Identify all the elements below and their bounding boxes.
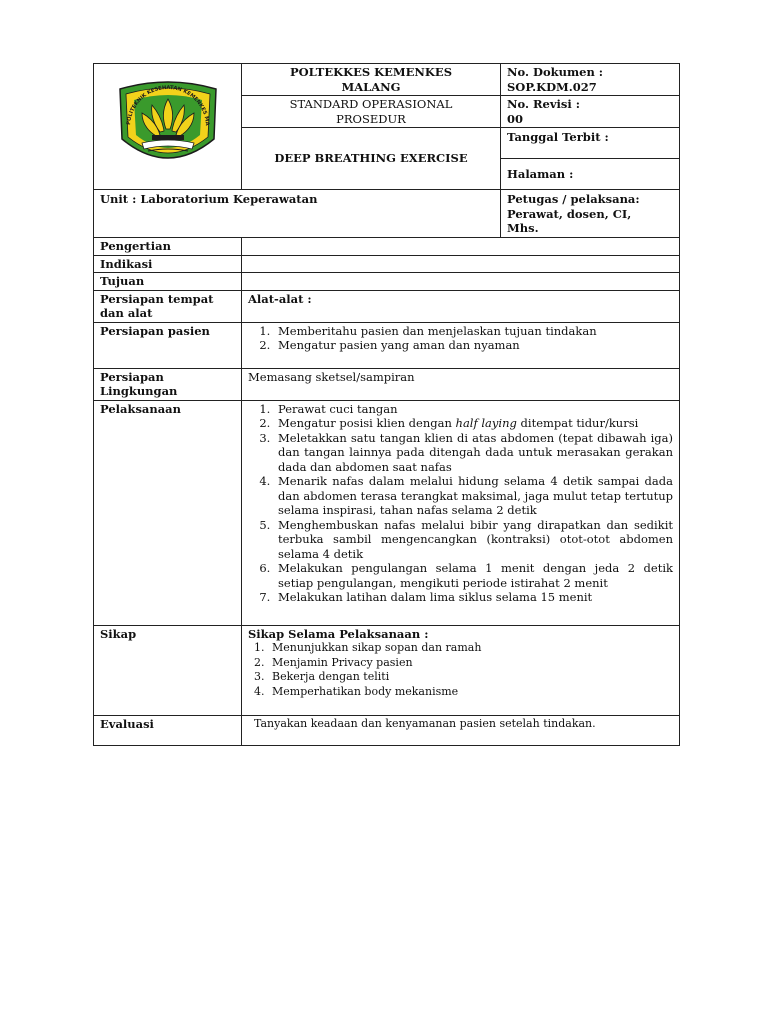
row-label-persiapan-lingkungan: Persiapan Lingkungan (94, 368, 242, 400)
staff-info: Petugas / pelaksana: Perawat, dosen, CI, Mhs. (501, 190, 680, 238)
procedure-title: DEEP BREATHING EXERCISE (242, 128, 501, 190)
row-value-indikasi (242, 255, 680, 273)
row-label-pengertian: Pengertian (94, 238, 242, 256)
row-value-evaluasi: Tanyakan keadaan dan kenyamanan pasien setelah tindakan. (242, 715, 680, 745)
row-value-alat: Alat-alat : (242, 290, 680, 322)
list-item: 5. Menghembuskan nafas melalui bibir yang dirapatkan dan sedikit terbuka sambil mengencangkan (kontraksi) otot-otot abdomen selama 4 detik (274, 518, 673, 562)
sop-table (93, 63, 680, 746)
row-label-tujuan: Tujuan (94, 273, 242, 291)
list-item: 4. Memperhatikan body mekanisme (268, 685, 673, 700)
row-value-pengertian (242, 238, 680, 256)
row-label-persiapan-pasien: Persiapan pasien (94, 322, 242, 368)
row-label-indikasi: Indikasi (94, 255, 242, 273)
row-label-persiapan-tempat: Persiapan tempat dan alat (94, 290, 242, 322)
list-item: 6. Melakukan pengulangan selama 1 menit dengan jeda 2 detik setiap pengulangan, mengikuti periode istirahat 2 menit (274, 561, 673, 590)
unit-label: Unit : Laboratorium Keperawatan (94, 190, 501, 238)
list-item: 3. Bekerja dengan teliti (268, 670, 673, 685)
row-value-tujuan (242, 273, 680, 291)
issue-date: Tanggal Terbit : (501, 128, 680, 159)
institution-logo-icon (112, 77, 224, 173)
list-item: 2. Menjamin Privacy pasien (268, 656, 673, 671)
row-value-sikap: Sikap Selama Pelaksanaan : 1. Menunjukkan sikap sopan dan ramah 2. Menjamin Privacy pasien 3. Bekerja dengan teliti 4. Memperhatikan body mekanisme (242, 625, 680, 715)
row-label-evaluasi: Evaluasi (94, 715, 242, 745)
list-item: 1. Perawat cuci tangan (274, 402, 673, 417)
row-value-pelaksanaan (242, 400, 680, 625)
page-count: Halaman : (501, 159, 680, 190)
logo-ring-text: POLITEKNIK KESEHATAN KEMENKES MA (125, 84, 210, 126)
row-value-persiapan-lingkungan: Memasang sketsel/sampiran (242, 368, 680, 400)
row-label-sikap: Sikap (94, 625, 242, 715)
institution-name: POLTEKKES KEMENKES MALANG (242, 64, 501, 96)
sop-label: STANDARD OPERASIONAL PROSEDUR (242, 96, 501, 128)
row-value-persiapan-pasien (242, 322, 680, 368)
list-item: 2. Mengatur pasien yang aman dan nyaman (274, 338, 673, 353)
doc-number: No. Dokumen : SOP.KDM.027 (501, 64, 680, 96)
list-item: 4. Menarik nafas dalam melalui hidung selama 4 detik sampai dada dan abdomen terasa terangkat maksimal, jaga mulut tetap tertutup selama inspirasi, tahan nafas selama 2 detik (274, 474, 673, 518)
list-item: 7. Melakukan latihan dalam lima siklus selama 15 menit (274, 590, 673, 605)
revision-number: No. Revisi : 00 (501, 96, 680, 128)
list-item: 3. Meletakkan satu tangan klien di atas abdomen (tepat dibawah iga) dan tangan lainnya pada ditengah dada untuk merasakan gerakan dada dan abdomen saat nafas (274, 431, 673, 475)
list-item: 1. Menunjukkan sikap sopan dan ramah (268, 641, 673, 656)
row-label-pelaksanaan: Pelaksanaan (94, 400, 242, 625)
logo-cell (94, 64, 242, 190)
list-item: 1. Memberitahu pasien dan menjelaskan tujuan tindakan (274, 324, 673, 339)
list-item: 2. Mengatur posisi klien dengan half laying ditempat tidur/kursi (274, 416, 673, 431)
